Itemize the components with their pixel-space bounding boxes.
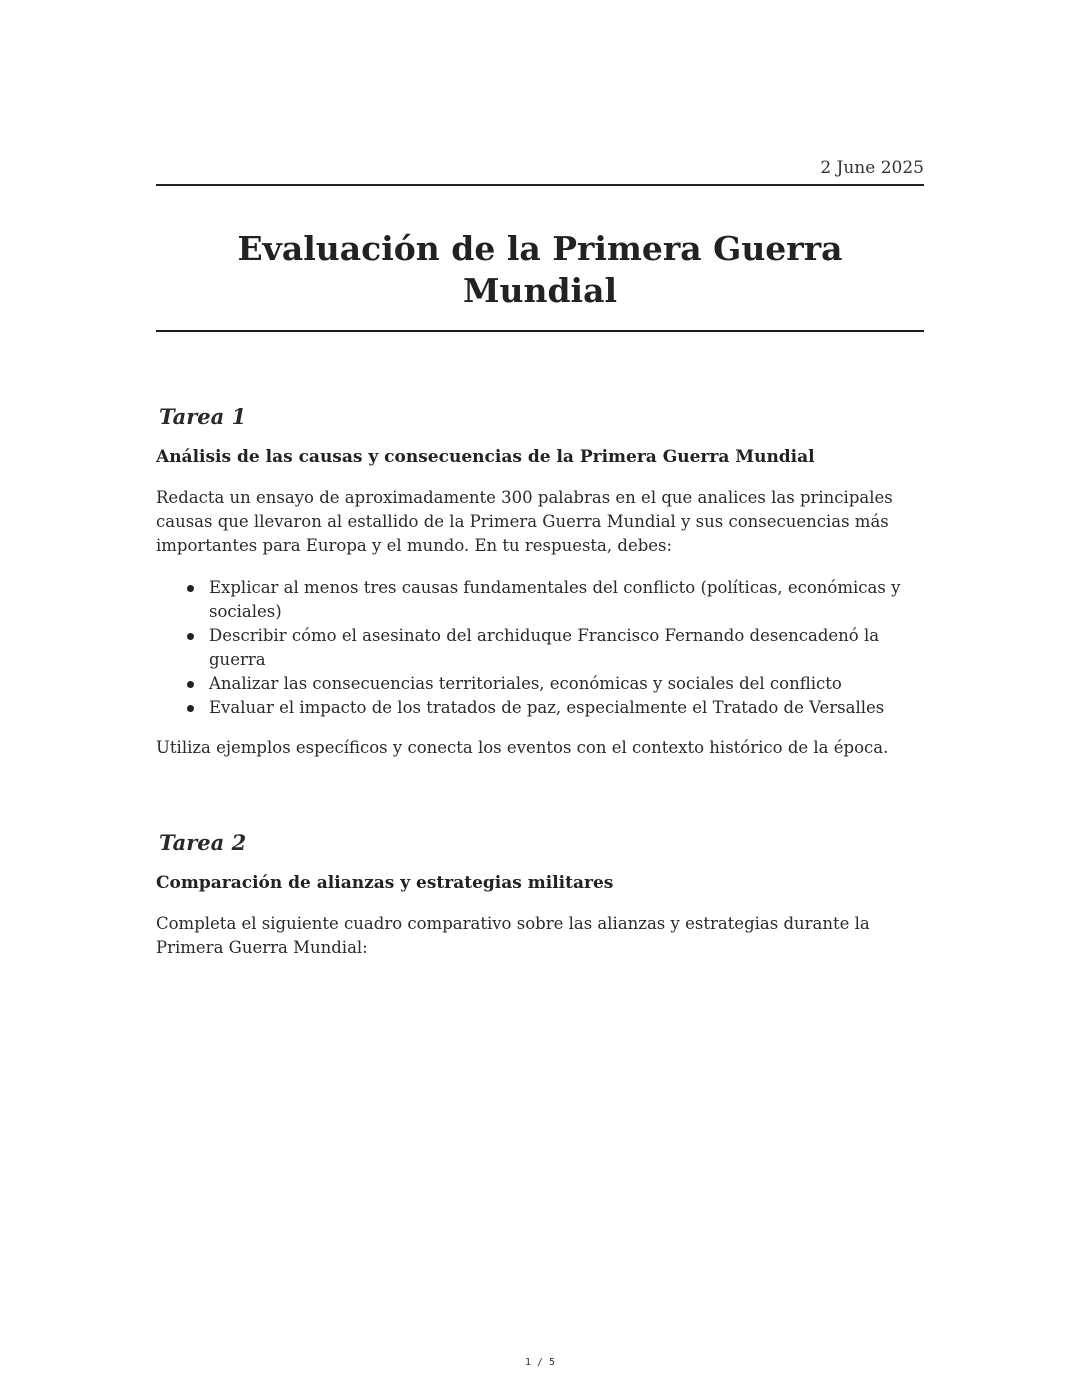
task-1-closing: Utiliza ejemplos específicos y conecta los eventos con el contexto histórico de la época. <box>156 738 889 757</box>
list-item <box>209 576 924 624</box>
list-item <box>209 672 924 696</box>
bullet-icon <box>187 585 194 592</box>
task-1-subtitle: Análisis de las causas y consecuencias de la Primera Guerra Mundial <box>156 447 815 467</box>
list-item <box>209 696 924 720</box>
bullet-icon <box>187 681 194 688</box>
title-rule <box>156 330 924 332</box>
list-item-text: Evaluar el impacto de los tratados de paz, especialmente el Tratado de Versalles <box>209 698 885 717</box>
task-1-intro: Redacta un ensayo de aproximadamente 300 palabras en el que analices las principales causas que llevaron al estallido de la Primera Guerra Mundial y sus consecuencias más importantes para Europa y el mundo. En tu respuesta, debes: <box>156 488 893 555</box>
task-2-subtitle: Comparación de alianzas y estrategias militares <box>156 873 614 893</box>
page-number: 1 / 5 <box>524 1357 556 1368</box>
list-item-text: Analizar las consecuencias territoriales, económicas y sociales del conflicto <box>209 674 842 693</box>
header-rule <box>156 184 924 186</box>
list-item <box>209 624 924 672</box>
list-item-text: Explicar al menos tres causas fundamentales del conflicto (políticas, económicas y sociales) <box>209 578 901 621</box>
task-2-intro: Completa el siguiente cuadro comparativo sobre las alianzas y estrategias durante la Primera Guerra Mundial: <box>156 914 870 957</box>
bullet-icon <box>187 705 194 712</box>
task-2-heading: Tarea 2 <box>159 830 247 855</box>
task-1-bullet-list <box>209 576 924 720</box>
bullet-icon <box>187 633 194 640</box>
list-item-text: Describir cómo el asesinato del archiduque Francisco Fernando desencadenó la guerra <box>209 626 880 669</box>
task-1-heading: Tarea 1 <box>159 404 247 429</box>
document-page <box>156 0 924 1397</box>
document-title: Evaluación de la Primera Guerra Mundial <box>237 229 843 310</box>
document-date: 2 June 2025 <box>820 158 924 178</box>
